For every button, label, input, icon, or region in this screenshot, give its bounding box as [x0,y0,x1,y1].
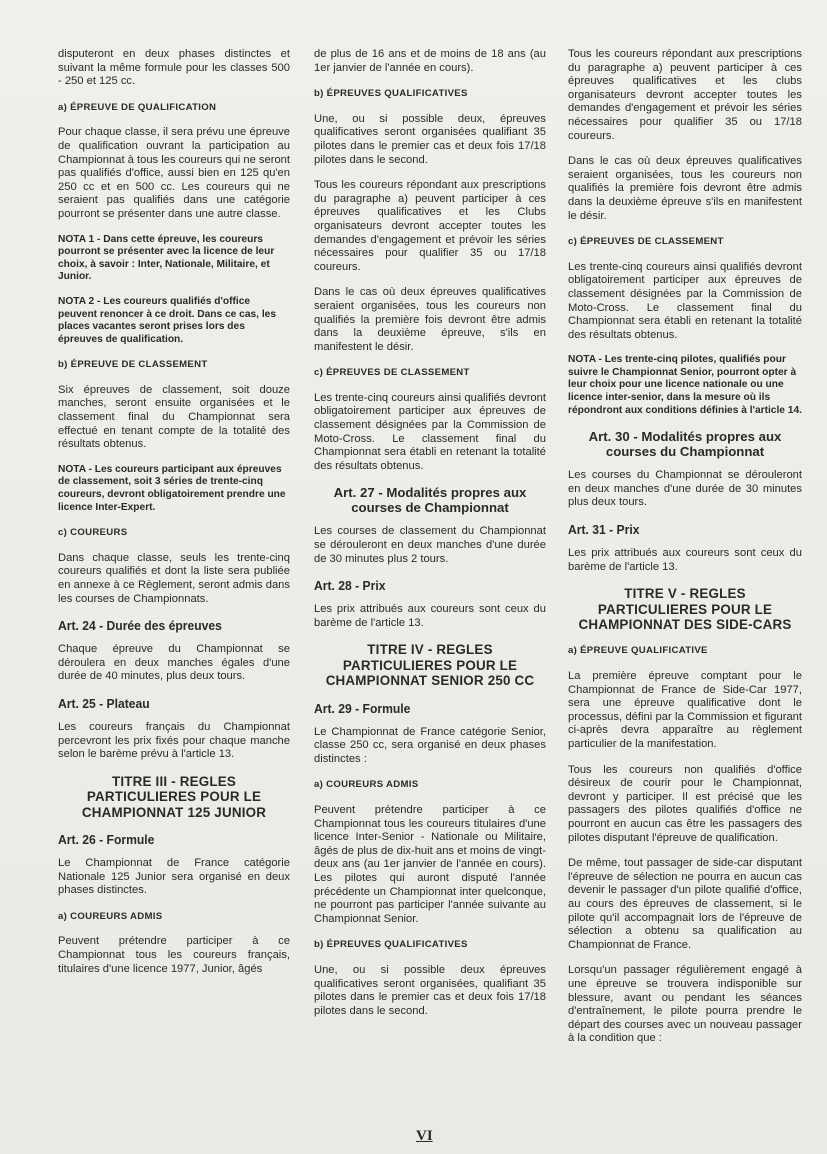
column-middle [314,48,546,1030]
article-heading: Art. 25 - Plateau [58,695,150,711]
paragraph: La première épreuve comptant pour le Championnat de France de Side-Car 1977, sera une épreuve qualificative dont le processus, défini par la Commission et figurant ci-après devra apparaître au règlement particulier de la manifestation. [568,670,802,750]
section-heading: a) COUREURS ADMIS [314,779,419,791]
paragraph: Le Championnat de France catégorie Senior, classe 250 cc, sera organisé en deux phases distinctes : [314,725,546,765]
section-heading: a) COUREURS ADMIS [58,910,163,922]
section-heading: b) ÉPREUVES QUALIFICATIVES [314,88,468,100]
section-heading: c) COUREURS [58,527,128,539]
paragraph: Le Championnat de France catégorie Nationale 125 Junior sera organisé en deux phases distinctes. [58,856,290,897]
article-heading: Art. 28 - Prix [314,578,386,594]
nota-note: NOTA - Les trente-cinq pilotes, qualifiés pour suivre le Championnat Senior, pourront opter à leur choix pour une licence nationale ou une licence inter-senior, dans la mesure où ils répondront aux conditions définies à l'article 14. [568,354,802,416]
article-heading: Art. 30 - Modalités propres aux courses du Championnat [588,429,782,460]
nota-note: NOTA - Les coureurs participant aux épreuves de classement, soit 3 séries de trente-cinq coureurs, devront obligatoirement prendre une licence Inter-Expert. [58,463,286,513]
paragraph: Tous les coureurs non qualifiés d'office désireux de courir pour le Championnat, devront y participer. Il est précisé que les passagers des pilotes qualifiés d'office ne pourront en aucun cas être les passagers des pilotes disputant l'épreuve de qualification. [568,763,802,844]
paragraph: Les prix attribués aux coureurs sont ceux du barème de l'article 13. [568,547,802,573]
nota-note: NOTA 1 - Dans cette épreuve, les coureurs pourront se présenter avec la licence de leur choix, à savoir : Inter, Nationale, Militaire, et Junior. [58,233,275,283]
article-heading: Art. 31 - Prix [568,522,640,538]
paragraph: Dans le cas où deux épreuves qualificatives seraient organisées, tous les coureurs non qualifiés la première fois devront être admis dans la deuxième épreuve s'ils en manifestent le désir. [568,155,802,222]
nota-note: NOTA 2 - Les coureurs qualifiés d'office peuvent renoncer à ce droit. Dans ce cas, les places vacantes seront prises lors des épreuves de qualification. [58,295,276,345]
paragraph: Une, ou si possible deux, épreuves qualificatives seront organisées qualifiant 35 pilotes dans le premier cas et deux fois 17/18 pilotes dans le second. [314,112,546,166]
paragraph: de plus de 16 ans et de moins de 18 ans (au 1er janvier de l'année en cours). [314,48,546,74]
paragraph: Les prix attribués aux coureurs sont ceux du barème de l'article 13. [314,603,546,629]
paragraph: Six épreuves de classement, soit douze manches, seront ensuite organisées et le classement final du Championnat sera effectué en tenant compte de la totalité des résultats obtenus. [58,383,290,451]
article-heading: Art. 29 - Formule [314,700,411,716]
section-heading: c) ÉPREUVES DE CLASSEMENT [314,367,470,379]
paragraph: Tous les coureurs répondant aux prescriptions du paragraphe a) peuvent participer à ces épreuves qualificatives et les clubs organisateurs devront accepter toutes les demandes d'engagement et prévoir les séries nécessaires pour qualifier 35 ou 17/18 coureurs. [568,48,802,142]
article-heading: Art. 24 - Durée des épreuves [58,618,222,634]
title-heading: TITRE III - REGLES PARTICULIERES POUR LE CHAMPIONNAT 125 JUNIOR [81,773,267,820]
paragraph: Peuvent prétendre participer à ce Championnat tous les coureurs français, titulaires d'une licence 1977, Junior, âgés [58,935,290,975]
paragraph: Les trente-cinq coureurs ainsi qualifiés devront obligatoirement participer aux épreuves de classement désignées par la Commission de Moto-Cross. Le classement final du Championnat sera établi en retenant la totalité des résultats obtenus. [568,260,802,341]
page-number: VI [416,1128,433,1144]
paragraph: De même, tout passager de side-car disputant l'épreuve de sélection ne pourra en aucun cas devenir le passager d'un pilote qualifié d'office, au cours des épreuves de classement, si le pilote qu'il accompagnait lors de l'épreuve de sélection a obtenu sa qualification au Championnat de France. [568,857,802,951]
title-heading: TITRE IV - REGLES PARTICULIERES POUR LE CHAMPIONNAT SENIOR 250 CC [325,642,535,689]
title-heading: TITRE V - REGLES PARTICULIERES POUR LE CHAMPIONNAT DES SIDE-CARS [578,586,792,633]
section-heading: a) ÉPREUVE DE QUALIFICATION [58,101,217,113]
section-heading: c) ÉPREUVES DE CLASSEMENT [568,236,724,248]
paragraph: Pour chaque classe, il sera prévu une épreuve de qualification ouvrant la participation au Championnat à tous les coureurs qui ne seront pas qualifiés d'office, aussi bien en 125 qu'en 250 cc et en 500 cc. Les coureurs qui ne seraient pas qualifiés dans une catégorie pourront se présenter dans une autre classe. [58,126,290,220]
paragraph: Les trente-cinq coureurs ainsi qualifiés devront obligatoirement participer aux épreuves de classement désignées par la Commission de Moto-Cross. Le classement final du Championnat sera établi en retenant la totalité des résultats obtenus. [314,391,546,472]
column-right [568,48,802,1058]
paragraph: Dans chaque classe, seuls les trente-cinq coureurs qualifiés et dont la liste sera publiée en annexe à ce Règlement, seront admis dans les courses de Championnats. [58,551,290,605]
section-heading: b) ÉPREUVE DE CLASSEMENT [58,359,208,371]
column-left [58,48,290,988]
article-heading: Art. 27 - Modalités propres aux courses de Championnat [333,485,527,516]
paragraph: Les coureurs français du Championnat percevront les prix fixés pour chaque manche selon le barème prévu à l'article 13. [58,720,290,761]
paragraph: Les courses du Championnat se dérouleront en deux manches d'une durée de 30 minutes plus deux tours. [568,469,802,509]
paragraph: Dans le cas où deux épreuves qualificatives seraient organisées, tous les coureurs non qualifiés la première fois devront être admis dans la deuxième épreuve, s'ils en manifestent le désir. [314,286,546,353]
paragraph: Les courses de classement du Championnat se dérouleront en deux manches d'une durée de 30 minutes plus 2 tours. [314,525,546,565]
article-heading: Art. 26 - Formule [58,831,155,847]
paragraph: Lorsqu'un passager régulièrement engagé à une épreuve se trouvera indisponible sur blessure, avant ou pendant les séances d'entraînement, le pilote pourra prendre le départ des courses avec un nouveau passager à la condition que : [568,964,802,1045]
paragraph: Tous les coureurs répondant aux prescriptions du paragraphe a) peuvent participer à ces épreuves qualificatives et les Clubs organisateurs devront accepter toutes les demandes d'engagement et prévoir les séries nécessaires pour qualifier 35 ou 17/18 coureurs. [314,179,546,273]
paragraph: Peuvent prétendre participer à ce Championnat tous les coureurs titulaires d'une licence Inter-Senior - Nationale ou Militaire, âgés de plus de dix-huit ans et moins de vingt-deux ans (au 1er janvier de l'année en cours). Les pilotes qui auront disputé l'année précédente un Championnat inter quelconque, ne pourront pas participer l'année suivante au Championnat Senior. [314,804,546,925]
paragraph: Chaque épreuve du Championnat se déroulera en deux manches égales d'une durée de 40 minutes, plus deux tours. [58,643,290,683]
section-heading: b) ÉPREUVES QUALIFICATIVES [314,939,468,951]
section-heading: a) ÉPREUVE QUALIFICATIVE [568,645,708,657]
paragraph: disputeront en deux phases distinctes et suivant la même formule pour les classes 500 - 250 et 125 cc. [58,48,290,88]
paragraph: Une, ou si possible deux épreuves qualificatives seront organisées, qualifiant 35 pilotes dans le premier cas et deux fois 17/18 pilotes dans le second. [314,963,546,1017]
